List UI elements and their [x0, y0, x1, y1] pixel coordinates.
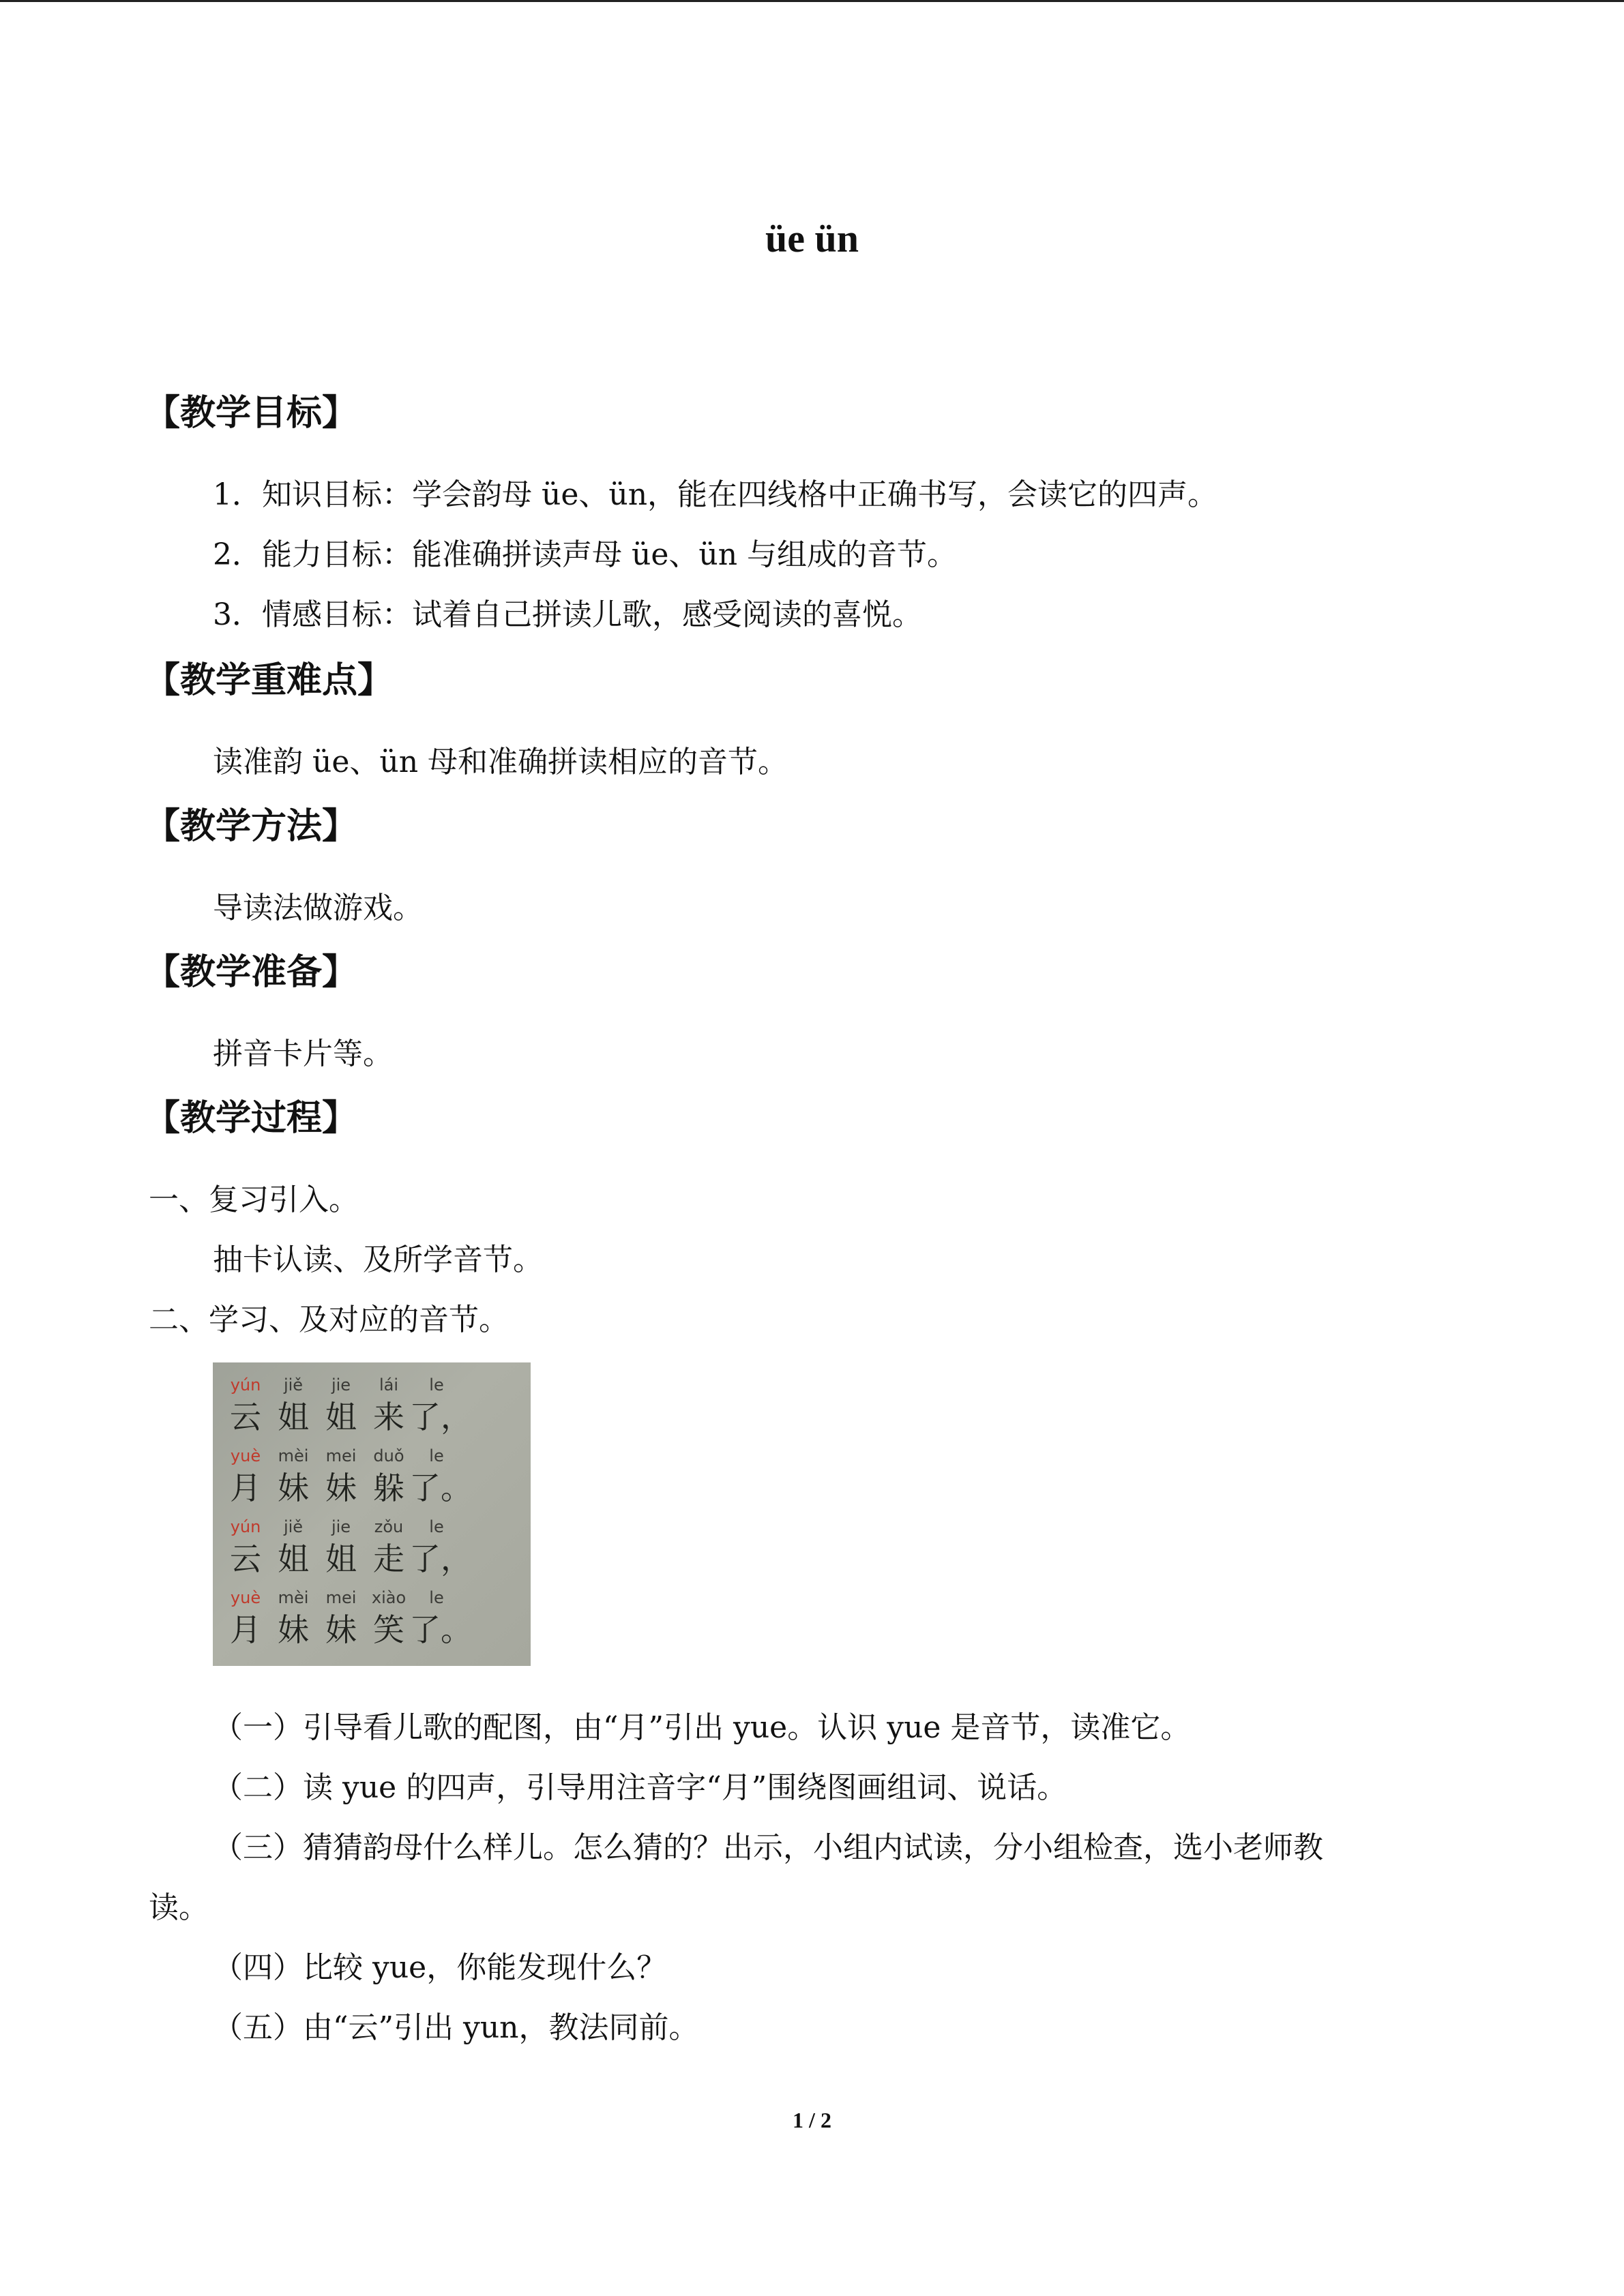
pinyin-syllable: le	[429, 1588, 444, 1607]
hanzi-character: 姐	[325, 1540, 357, 1577]
pinyin-syllable: yún	[230, 1375, 261, 1395]
rhyme-hanzi-row	[213, 1397, 531, 1437]
nursery-rhyme-image	[213, 1362, 531, 1666]
methods-text: 导读法做游戏。	[213, 891, 423, 925]
pinyin-syllable: duǒ	[373, 1446, 404, 1465]
key-points-text: 读准韵 üe、ün 母和准确拼读相应的音节。	[213, 745, 788, 779]
methods-heading: 【教学方法】	[145, 806, 358, 847]
process-sub-4: （四）比较 yue，你能发现什么？	[213, 1950, 667, 1985]
objective-item-1: 1．知识目标：学会韵母 üe、ün，能在四线格中正确书写，会读它的四声。	[213, 477, 1218, 512]
process-sub-3-continued: 读。	[149, 1890, 209, 1925]
process-sub-5: （五）由“云”引出 yun，教法同前。	[213, 2010, 699, 2045]
pinyin-syllable: zǒu	[374, 1517, 404, 1536]
preparation-heading: 【教学准备】	[145, 952, 358, 993]
hanzi-character: 了，	[409, 1399, 472, 1435]
hanzi-character: 姐	[278, 1540, 309, 1577]
rhyme-hanzi-row	[213, 1609, 531, 1650]
hanzi-character: 了。	[409, 1470, 472, 1506]
pinyin-syllable: mèi	[278, 1588, 309, 1607]
hanzi-character: 姐	[278, 1399, 309, 1435]
pinyin-syllable: yuè	[230, 1588, 261, 1607]
pinyin-syllable: xiào	[371, 1588, 407, 1607]
pinyin-syllable: le	[429, 1375, 444, 1395]
pinyin-syllable: mei	[325, 1588, 357, 1607]
process-step-1-title: 一、复习引入。	[149, 1182, 359, 1217]
page-number: 1 / 2	[793, 2108, 831, 2132]
rhyme-hanzi-row	[213, 1538, 531, 1579]
hanzi-character: 月	[230, 1470, 261, 1506]
objective-item-3: 3．情感目标：试着自己拼读儿歌，感受阅读的喜悦。	[213, 597, 922, 632]
pinyin-syllable: jie	[331, 1517, 351, 1536]
pinyin-syllable: mèi	[278, 1446, 309, 1465]
process-step-2-title: 二、学习、及对应的音节。	[149, 1302, 509, 1337]
hanzi-character: 妹	[278, 1611, 309, 1648]
rhyme-pinyin-row	[213, 1446, 531, 1466]
hanzi-character: 了。	[409, 1611, 472, 1648]
rhyme-pinyin-row	[213, 1375, 531, 1395]
objective-item-2: 2．能力目标：能准确拼读声母 üe、ün 与组成的音节。	[213, 537, 958, 572]
process-sub-3: （三）猜猜韵母什么样儿。怎么猜的？出示，小组内试读，分小组检查，选小老师教	[213, 1830, 1323, 1865]
rhyme-pinyin-row	[213, 1587, 531, 1608]
hanzi-character: 姐	[325, 1399, 357, 1435]
hanzi-character: 来	[373, 1399, 404, 1435]
hanzi-character: 妹	[325, 1470, 357, 1506]
rhyme-hanzi-row	[213, 1467, 531, 1508]
preparation-text: 拼音卡片等。	[213, 1037, 393, 1071]
hanzi-character: 妹	[325, 1611, 357, 1648]
pinyin-syllable: le	[429, 1446, 444, 1465]
pinyin-syllable: yún	[230, 1517, 261, 1536]
hanzi-character: 了，	[409, 1540, 472, 1577]
hanzi-character: 走	[373, 1540, 404, 1577]
pinyin-syllable: le	[429, 1517, 444, 1536]
hanzi-character: 云	[230, 1540, 261, 1577]
process-heading: 【教学过程】	[145, 1098, 358, 1139]
pinyin-syllable: jiě	[283, 1375, 304, 1395]
hanzi-character: 躲	[373, 1470, 404, 1506]
hanzi-character: 云	[230, 1399, 261, 1435]
process-sub-1: （一）引导看儿歌的配图，由“月”引出 yue。认识 yue 是音节，读准它。	[213, 1710, 1191, 1745]
pinyin-syllable: mei	[325, 1446, 357, 1465]
pinyin-syllable: yuè	[230, 1446, 261, 1465]
objectives-heading: 【教学目标】	[145, 393, 358, 434]
hanzi-character: 月	[230, 1611, 261, 1648]
process-sub-2: （二）读 yue 的四声，引导用注音字“月”围绕图画组词、说话。	[213, 1770, 1067, 1805]
page-title: üe ün	[765, 216, 859, 260]
pinyin-syllable: jiě	[283, 1517, 304, 1536]
rhyme-pinyin-row	[213, 1517, 531, 1537]
top-border-line	[0, 0, 1624, 2]
pinyin-syllable: lái	[379, 1375, 399, 1395]
pinyin-syllable: jie	[331, 1375, 351, 1395]
process-step-1-text: 抽卡认读、及所学音节。	[213, 1242, 543, 1277]
hanzi-character: 笑	[373, 1611, 404, 1648]
key-points-heading: 【教学重难点】	[145, 660, 394, 701]
hanzi-character: 妹	[278, 1470, 309, 1506]
